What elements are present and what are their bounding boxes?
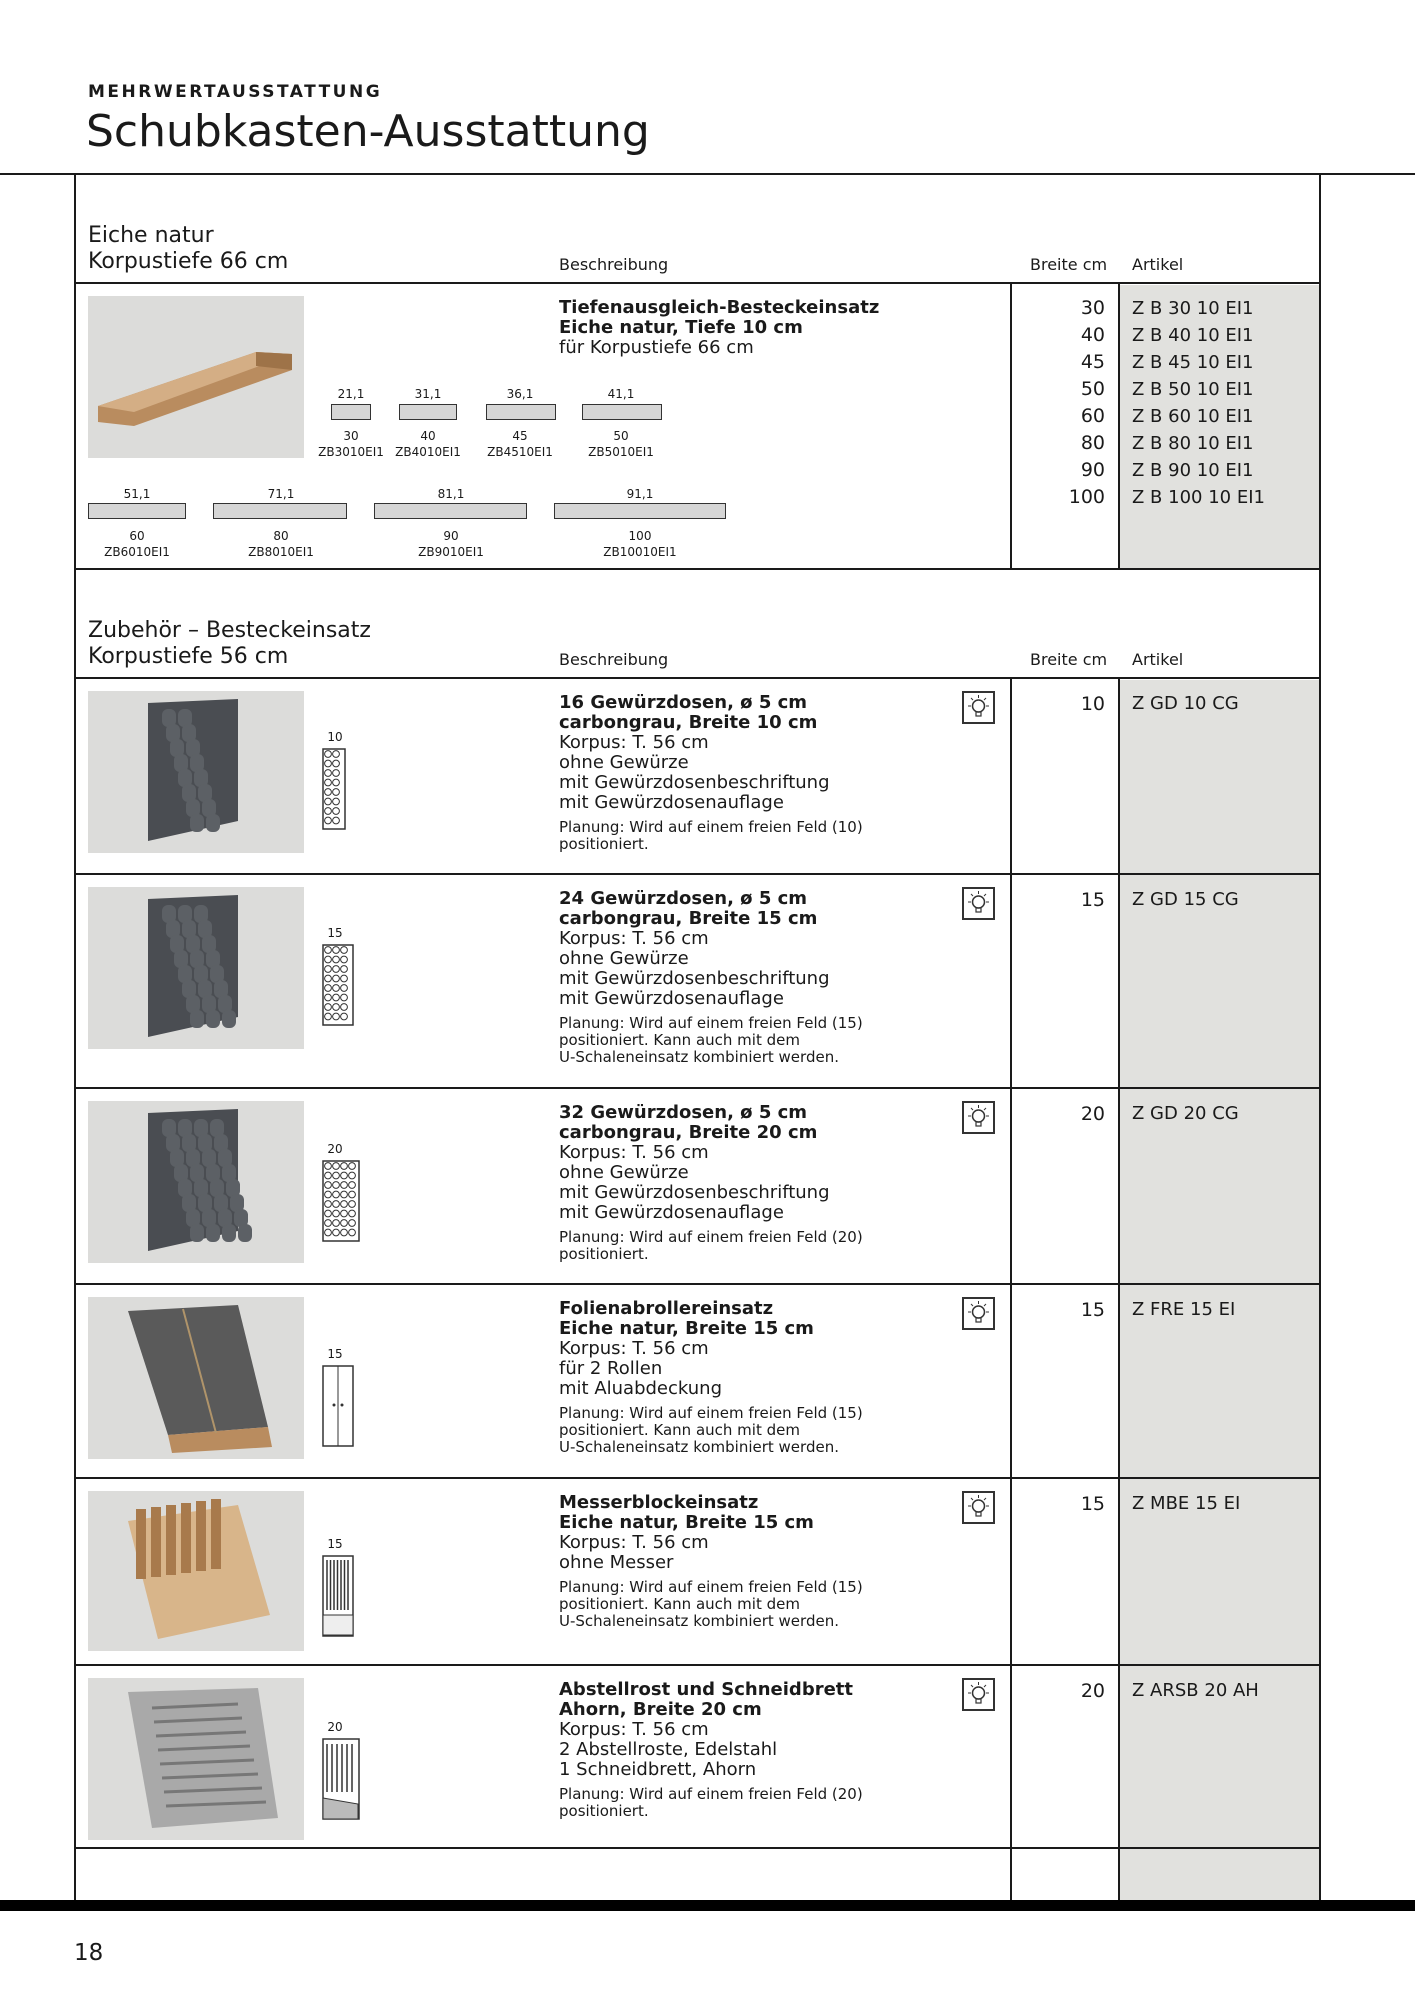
column-header-article: Artikel	[1132, 650, 1184, 669]
drawing-width-label: 20	[327, 1142, 343, 1156]
product-detail: mit Gewürzdosenbeschriftung	[559, 968, 830, 989]
product-detail: für 2 Rollen	[559, 1358, 663, 1379]
product-image	[88, 1101, 304, 1263]
column-header-width: Breite cm	[1030, 650, 1108, 669]
product-subtitle: Ahorn, Breite 20 cm	[559, 1699, 762, 1720]
planning-note	[559, 1015, 959, 1066]
section-title-line: Zubehör – Besteckeinsatz	[88, 618, 371, 643]
dim-code-label: ZB10010EI1	[603, 545, 677, 559]
dim-width-label: 80	[273, 529, 289, 543]
lightbulb-icon	[962, 887, 995, 920]
dim-top-label: 36,1	[506, 387, 534, 401]
product-subtitle: carbongrau, Breite 15 cm	[559, 908, 818, 929]
planning-note-line: Planung: Wird auf einem freien Feld (10)	[559, 818, 863, 836]
planning-note-line: Planung: Wird auf einem freien Feld (15)	[559, 1014, 863, 1032]
dim-bar	[374, 503, 527, 519]
width-value: 40	[1080, 324, 1105, 346]
dim-bar	[213, 503, 347, 519]
dim-width-label: 30	[343, 429, 359, 443]
dim-width-label: 90	[443, 529, 459, 543]
product-subtitle: carbongrau, Breite 10 cm	[559, 712, 818, 733]
lightbulb-icon-svg	[964, 1299, 993, 1328]
product-description	[559, 1103, 959, 1263]
planning-note-line: positioniert. Kann auch mit dem	[559, 1421, 800, 1439]
lightbulb-icon	[962, 1491, 995, 1524]
product-detail: Korpus: T. 56 cm	[559, 732, 709, 753]
product-photo	[88, 887, 304, 1049]
planning-note	[559, 1579, 959, 1630]
insert-drawing-svg	[322, 1738, 362, 1822]
planning-note-line: Planung: Wird auf einem freien Feld (20)	[559, 1785, 863, 1803]
article-list	[1132, 295, 1265, 511]
width-value: 15	[1080, 889, 1105, 911]
dim-bar	[582, 404, 662, 420]
planning-note-line: positioniert.	[559, 1802, 649, 1820]
planning-note-line: positioniert.	[559, 1245, 649, 1263]
dim-width-label: 45	[512, 429, 528, 443]
product-detail: mit Gewürzdosenbeschriftung	[559, 772, 830, 793]
divider	[1118, 283, 1120, 570]
product-detail: mit Aluabdeckung	[559, 1378, 723, 1399]
column-header-description: Beschreibung	[559, 255, 669, 274]
product-subtitle: Eiche natur, Breite 15 cm	[559, 1318, 814, 1339]
product-detail: ohne Gewürze	[559, 752, 689, 773]
lightbulb-icon-svg	[964, 693, 993, 722]
product-description	[559, 1493, 959, 1630]
product-name: Tiefenausgleich-Besteckeinsatz	[559, 297, 880, 318]
dim-width-label: 40	[420, 429, 436, 443]
section-kicker: MEHRWERTAUSSTATTUNG	[88, 82, 383, 102]
dim-code-label: ZB9010EI1	[418, 545, 484, 559]
product-description	[559, 889, 959, 1066]
width-value: 30	[1080, 297, 1105, 319]
planning-note	[559, 1405, 959, 1456]
article-number: Z B 50 10 EI1	[1132, 379, 1254, 400]
dim-code-label: ZB4010EI1	[395, 445, 461, 459]
dim-top-label: 91,1	[626, 487, 654, 501]
drawing-width-label: 15	[327, 926, 343, 940]
divider	[1010, 678, 1012, 1900]
product-detail: Korpus: T. 56 cm	[559, 1142, 709, 1163]
dim-top-label: 21,1	[337, 387, 365, 401]
dim-width-label: 100	[628, 529, 652, 543]
product-photo	[88, 1297, 304, 1459]
width-value: 15	[1080, 1493, 1105, 1515]
insert-drawing-svg	[322, 1160, 362, 1244]
column-header-width: Breite cm	[1030, 255, 1108, 274]
article-number: Z GD 15 CG	[1132, 889, 1239, 910]
drawing-width-label: 10	[327, 730, 343, 744]
divider	[74, 677, 1321, 679]
dim-top-label: 81,1	[437, 487, 465, 501]
divider	[74, 1477, 1321, 1479]
divider	[74, 568, 1321, 570]
dim-width-label: 50	[613, 429, 629, 443]
insert-drawing-svg	[322, 1555, 362, 1639]
width-value: 90	[1080, 459, 1105, 481]
article-number: Z GD 20 CG	[1132, 1103, 1239, 1124]
product-subtitle: Eiche natur, Breite 15 cm	[559, 1512, 814, 1533]
wood-strip-image	[88, 296, 304, 458]
product-detail: mit Gewürzdosenbeschriftung	[559, 1182, 830, 1203]
section-title-line: Eiche natur	[88, 223, 214, 248]
width-value: 50	[1080, 378, 1105, 400]
page-title: Schubkasten-Ausstattung	[86, 106, 650, 157]
lightbulb-icon-svg	[964, 1493, 993, 1522]
product-name: 32 Gewürzdosen, ø 5 cm	[559, 1102, 808, 1123]
product-detail: ohne Gewürze	[559, 948, 689, 969]
planning-note-line: Planung: Wird auf einem freien Feld (15)	[559, 1578, 863, 1596]
drawing-width-label: 20	[327, 1720, 343, 1734]
insert-drawing-svg	[322, 944, 362, 1028]
width-value: 15	[1080, 1299, 1105, 1321]
divider	[74, 1087, 1321, 1089]
insert-drawing-svg	[322, 748, 362, 832]
article-number: Z B 90 10 EI1	[1132, 460, 1254, 481]
article-number: Z B 45 10 EI1	[1132, 352, 1254, 373]
dim-bar	[399, 404, 457, 420]
column-header-description: Beschreibung	[559, 650, 669, 669]
insert-drawing	[322, 748, 362, 836]
lightbulb-icon	[962, 1297, 995, 1330]
article-number: Z GD 10 CG	[1132, 693, 1239, 714]
width-value: 45	[1080, 351, 1105, 373]
dim-top-label: 31,1	[414, 387, 442, 401]
section-title-line: Korpustiefe 56 cm	[88, 644, 289, 669]
lightbulb-icon-svg	[964, 1103, 993, 1132]
article-number: Z B 80 10 EI1	[1132, 433, 1254, 454]
divider	[74, 1283, 1321, 1285]
divider	[1118, 678, 1120, 1900]
product-image	[88, 691, 304, 853]
width-list	[1010, 295, 1105, 511]
section-title-line: Korpustiefe 66 cm	[88, 249, 289, 274]
dim-width-label: 60	[129, 529, 145, 543]
planning-note-line: positioniert. Kann auch mit dem	[559, 1595, 800, 1613]
product-name: 24 Gewürzdosen, ø 5 cm	[559, 888, 808, 909]
product-name: Folienabrollereinsatz	[559, 1298, 774, 1319]
insert-drawing	[322, 1365, 362, 1453]
product-detail: mit Gewürzdosenauflage	[559, 792, 784, 813]
product-image	[88, 296, 304, 458]
product-detail: ohne Gewürze	[559, 1162, 689, 1183]
product-detail: Korpus: T. 56 cm	[559, 1338, 709, 1359]
planning-note-line: Planung: Wird auf einem freien Feld (20)	[559, 1228, 863, 1246]
planning-note-line: U-Schaleneinsatz kombiniert werden.	[559, 1612, 839, 1630]
product-image	[88, 1491, 304, 1651]
insert-drawing	[322, 1555, 362, 1643]
dim-code-label: ZB8010EI1	[248, 545, 314, 559]
insert-drawing	[322, 944, 362, 1032]
width-value: 60	[1080, 405, 1105, 427]
dim-top-label: 51,1	[123, 487, 151, 501]
product-description	[559, 1299, 959, 1456]
dim-code-label: ZB3010EI1	[318, 445, 384, 459]
footer-bar	[0, 1900, 1415, 1911]
product-detail: mit Gewürzdosenauflage	[559, 1202, 784, 1223]
planning-note-line: positioniert.	[559, 835, 649, 853]
dim-bar	[486, 404, 556, 420]
insert-drawing	[322, 1160, 362, 1248]
lightbulb-icon-svg	[964, 1680, 993, 1709]
divider	[74, 1847, 1321, 1849]
dim-code-label: ZB4510EI1	[487, 445, 553, 459]
article-number: Z ARSB 20 AH	[1132, 1680, 1259, 1701]
article-number: Z B 100 10 EI1	[1132, 487, 1265, 508]
dim-top-label: 41,1	[607, 387, 635, 401]
product-description	[559, 693, 959, 853]
product-photo	[88, 1491, 304, 1651]
dim-bar	[88, 503, 186, 519]
product-name: Abstellrost und Schneidbrett	[559, 1679, 853, 1700]
article-number: Z B 40 10 EI1	[1132, 325, 1254, 346]
insert-drawing-svg	[322, 1365, 362, 1449]
section-title	[88, 223, 288, 275]
product-detail: 2 Abstellroste, Edelstahl	[559, 1739, 778, 1760]
product-subtitle: Eiche natur, Tiefe 10 cm	[559, 317, 803, 338]
product-photo	[88, 1678, 304, 1840]
article-number: Z MBE 15 EI	[1132, 1493, 1241, 1514]
planning-note	[559, 819, 959, 853]
article-number: Z FRE 15 EI	[1132, 1299, 1236, 1320]
planning-note	[559, 1786, 959, 1820]
product-image	[88, 1297, 304, 1459]
insert-drawing	[322, 1738, 362, 1826]
drawing-width-label: 15	[327, 1347, 343, 1361]
lightbulb-icon-svg	[964, 889, 993, 918]
planning-note-line: U-Schaleneinsatz kombiniert werden.	[559, 1438, 839, 1456]
width-value: 20	[1080, 1680, 1105, 1702]
product-subtitle: carbongrau, Breite 20 cm	[559, 1122, 818, 1143]
planning-note-line: U-Schaleneinsatz kombiniert werden.	[559, 1048, 839, 1066]
product-photo	[88, 691, 304, 853]
article-number: Z B 30 10 EI1	[1132, 298, 1254, 319]
product-description	[559, 298, 959, 358]
product-image	[88, 887, 304, 1049]
dim-top-label: 71,1	[267, 487, 295, 501]
product-detail: Korpus: T. 56 cm	[559, 1532, 709, 1553]
product-name: 16 Gewürzdosen, ø 5 cm	[559, 692, 808, 713]
product-name: Messerblockeinsatz	[559, 1492, 759, 1513]
width-value: 80	[1080, 432, 1105, 454]
planning-note	[559, 1229, 959, 1263]
divider	[74, 1664, 1321, 1666]
divider	[74, 873, 1321, 875]
width-value: 100	[1068, 486, 1105, 508]
product-image	[88, 1678, 304, 1840]
drawing-width-label: 15	[327, 1537, 343, 1551]
page-number: 18	[74, 1940, 104, 1966]
product-description	[559, 1680, 959, 1820]
dim-code-label: ZB6010EI1	[104, 545, 170, 559]
section-title	[88, 618, 371, 670]
dim-bar	[554, 503, 726, 519]
divider	[74, 282, 1321, 284]
article-number: Z B 60 10 EI1	[1132, 406, 1254, 427]
column-header-article: Artikel	[1132, 255, 1184, 274]
width-value: 20	[1080, 1103, 1105, 1125]
planning-note-line: Planung: Wird auf einem freien Feld (15)	[559, 1404, 863, 1422]
product-detail: Korpus: T. 56 cm	[559, 928, 709, 949]
product-detail: mit Gewürzdosenauflage	[559, 988, 784, 1009]
product-detail: für Korpustiefe 66 cm	[559, 337, 754, 358]
product-detail: 1 Schneidbrett, Ahorn	[559, 1759, 757, 1780]
product-detail: Korpus: T. 56 cm	[559, 1719, 709, 1740]
product-detail: ohne Messer	[559, 1552, 674, 1573]
planning-note-line: positioniert. Kann auch mit dem	[559, 1031, 800, 1049]
dim-code-label: ZB5010EI1	[588, 445, 654, 459]
product-photo	[88, 1101, 304, 1263]
width-value: 10	[1080, 693, 1105, 715]
lightbulb-icon	[962, 1678, 995, 1711]
lightbulb-icon	[962, 691, 995, 724]
lightbulb-icon	[962, 1101, 995, 1134]
dim-bar	[331, 404, 371, 420]
